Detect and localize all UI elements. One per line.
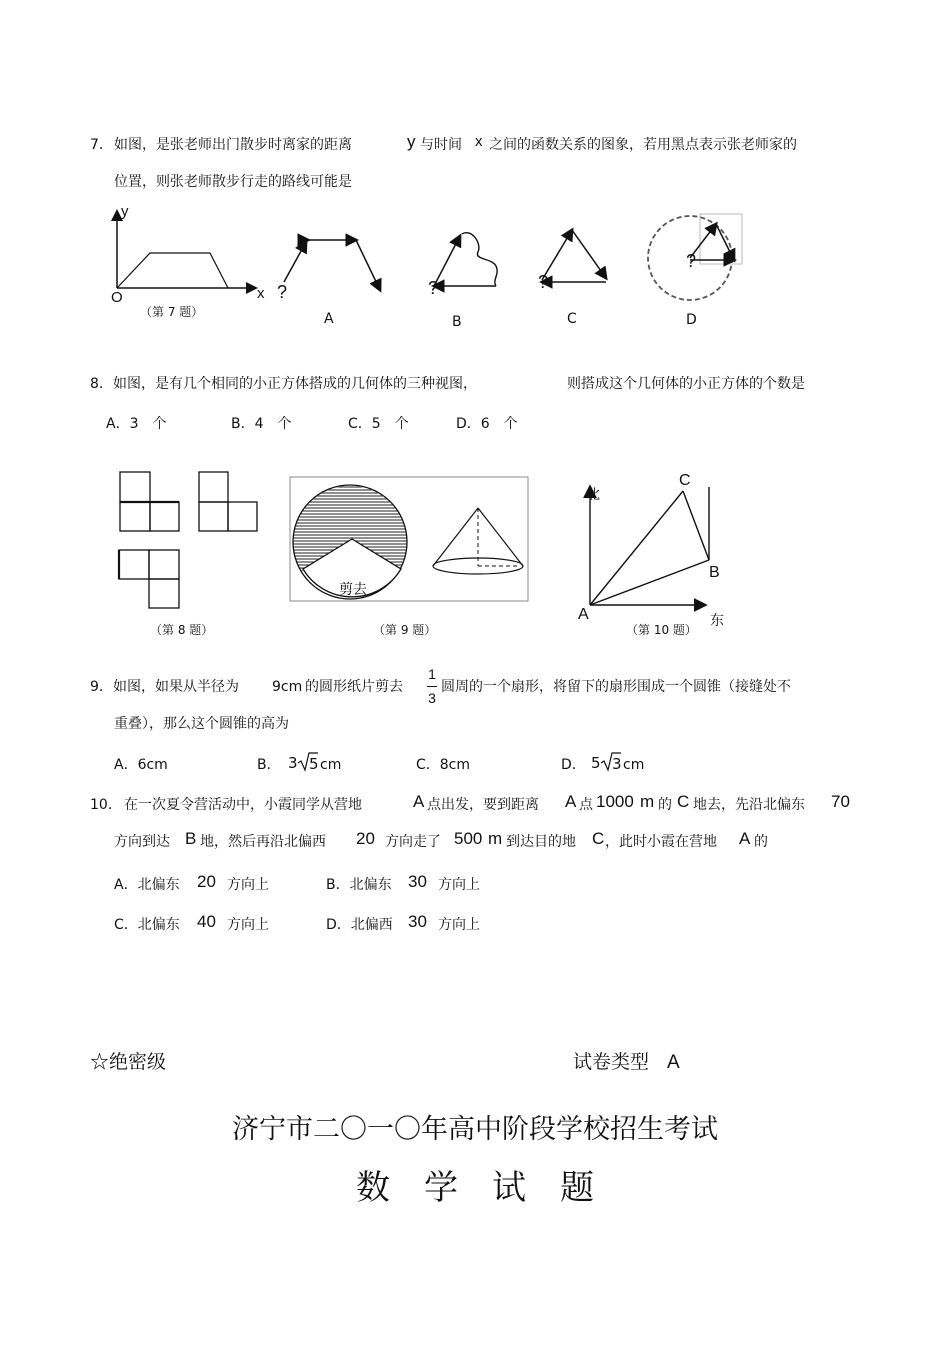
q10-option-b-dir: 方向上 (438, 877, 480, 893)
q9-option-d-label: D． (561, 757, 586, 773)
q10-line-bc (683, 491, 709, 560)
q7-caption: （第 7 题） (140, 305, 204, 319)
q7-text-line2: 位置，则张老师散步行走的路线可能是 (114, 174, 352, 190)
q7-graph-y-label: y (121, 203, 129, 220)
q9-option-d-unit: cm (623, 757, 645, 773)
q10-caption: （第 10 题） (626, 623, 697, 637)
q10-option-d-dir: 方向上 (438, 917, 480, 933)
q9-option-d-radicand: 3 (612, 755, 622, 773)
q9-caption: （第 9 题） (373, 623, 437, 637)
q10-line1-a: 在一次夏令营活动中，小霞同学从营地 (124, 797, 362, 813)
q10-point-c: C (679, 472, 691, 489)
q9-text-a: 如图，如果从半径为 (113, 679, 239, 695)
q10-line2-C2: C (592, 829, 605, 848)
q10-line1-A2: A (565, 792, 577, 811)
secret-level-label: ☆绝密级 (90, 1051, 167, 1073)
q9-option-a: A．6cm (114, 757, 168, 773)
q10-option-c-dir: 方向上 (227, 917, 269, 933)
q10-point-b: B (709, 564, 720, 581)
q7-var-x: x (475, 133, 483, 150)
q9-option-c: C．8cm (416, 757, 471, 773)
q7-graph-x-label: x (257, 285, 265, 302)
q8-three-views (110, 465, 270, 615)
q7-option-d-marker: ? (686, 251, 697, 271)
q8-caption: （第 8 题） (150, 623, 214, 637)
q10-north-label: 北 (586, 487, 600, 503)
q7-text-a: 如图，是张老师出门散步时离家的距离 (114, 137, 352, 153)
q10-deg1: 70 (831, 792, 850, 811)
q10-line1-A1: A (413, 792, 425, 811)
q10-line1-b: 点出发，要到距离 (427, 797, 539, 813)
q10-line1-d: 的 (658, 797, 672, 813)
q8-option-a: A．3 个 (106, 416, 167, 432)
q9-text-c: 圆周的一个扇形，将留下的扇形围成一个圆锥（接缝处不 (441, 679, 791, 695)
q7-option-a-figure (270, 220, 390, 310)
q9-fraction-bar (427, 686, 437, 687)
q10-dist2: 500 (454, 829, 483, 848)
q7-graph-origin: O (111, 289, 123, 306)
q8-text-b: 则搭成这个几何体的小正方体的个数是 (567, 376, 805, 392)
q10-line2-f: 的 (754, 834, 768, 850)
q10-number: 10． (90, 797, 122, 813)
q10-line2-c: 方向走了 (385, 834, 441, 850)
q10-dist: 1000 (596, 792, 634, 811)
q10-option-d-deg: 30 (408, 912, 427, 931)
q7-text-b: 与时间 (420, 137, 462, 153)
q10-line2-b: 地，然后再沿北偏西 (200, 834, 326, 850)
q10-unit-m2: m (488, 829, 503, 848)
q8-option-b: B．4 个 (231, 416, 292, 432)
q10-line2-a: 方向到达 (114, 834, 170, 850)
q10-line2-e: ，此时小霞在营地 (605, 834, 717, 850)
q10-point-a: A (578, 606, 589, 623)
q10-line1-c: 点 (579, 797, 593, 813)
q10-deg2: 20 (356, 829, 375, 848)
q10-line2-A3: A (739, 829, 751, 848)
q10-line2-d: 到达目的地 (506, 834, 576, 850)
q8-option-c: C．5 个 (348, 416, 409, 432)
q9-text-line2: 重叠），那么这个圆锥的高为 (114, 716, 289, 732)
q9-option-b-label: B． (257, 757, 281, 773)
q10-option-d-label: D．北偏西 (326, 917, 393, 933)
q7-option-a-label: A (324, 311, 334, 327)
q7-option-d-label: D (686, 312, 697, 328)
q7-var-y: y (407, 132, 416, 151)
q10-option-c-label: C．北偏东 (114, 917, 180, 933)
q8-option-d: D．6 个 (456, 416, 518, 432)
q10-option-a-deg: 20 (197, 872, 216, 891)
q9-text-b: 的圆形纸片剪去 (305, 679, 403, 695)
q10-option-b-deg: 30 (408, 872, 427, 891)
paper-type-label: 试卷类型 (573, 1051, 650, 1073)
exam-title: 济宁市二〇一〇年高中阶段学校招生考试 (232, 1114, 718, 1145)
q8-text-a: 如图，是有几个相同的小正方体搭成的几何体的三种视图， (113, 376, 477, 392)
q7-option-a-marker: ? (277, 282, 288, 302)
q9-cut-label: 剪去 (339, 582, 367, 598)
q8-number: 8． (90, 376, 113, 392)
q9-option-b-radicand: 5 (309, 755, 319, 773)
q7-option-c-label: C (567, 311, 577, 327)
q7-option-b-label: B (452, 314, 462, 330)
paper-type-value: A (667, 1052, 680, 1073)
q7-number: 7． (90, 137, 113, 153)
q9-figure (290, 477, 530, 602)
q10-option-a-dir: 方向上 (227, 877, 269, 893)
q7-option-b-marker: ? (428, 278, 439, 298)
q10-line1-e: 地去，先沿北偏东 (693, 797, 805, 813)
q9-option-b-coef: 3 (288, 754, 298, 772)
q10-option-a-label: A．北偏东 (114, 877, 180, 893)
q9-fraction-denominator: 3 (428, 690, 436, 706)
q7-trapezoid-curve (117, 253, 228, 288)
q9-fraction-numerator: 1 (428, 666, 436, 682)
q10-line2-B1: B (185, 829, 197, 848)
q10-unit-m1: m (640, 792, 655, 811)
q10-line1-C1: C (677, 792, 690, 811)
q9-option-b-unit: cm (320, 757, 342, 773)
q10-option-b-label: B．北偏东 (326, 877, 392, 893)
q10-option-c-deg: 40 (197, 912, 216, 931)
q7-option-c-marker: ? (538, 272, 549, 292)
q9-radius: 9cm (272, 679, 303, 695)
q10-east-label: 东 (710, 613, 724, 629)
subject-title: 数 学 试 题 (356, 1168, 594, 1208)
q9-number: 9． (90, 679, 113, 695)
q9-option-d-coef: 5 (591, 754, 601, 772)
q7-text-c: 之间的函数关系的图象，若用黑点表示张老师家的 (489, 137, 797, 153)
